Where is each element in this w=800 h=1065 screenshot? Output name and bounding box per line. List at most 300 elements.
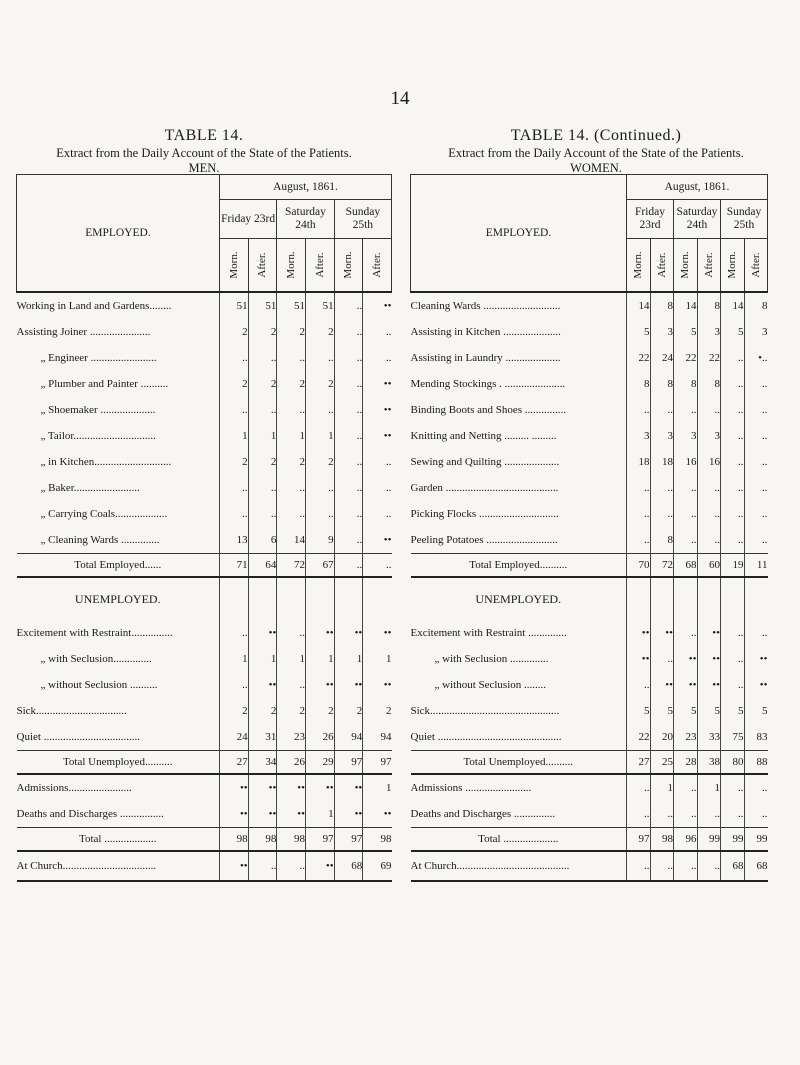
men-unemployed-row-label: „ with Seclusion..............: [40, 653, 152, 665]
women-employed-row-value: 3: [744, 319, 768, 345]
women-grand-total-row-value: 97: [627, 828, 651, 852]
men-unemployed-row-value: ••: [305, 620, 334, 646]
men-unemployed-row: [17, 620, 392, 646]
men-table-subtitle: Extract from the Daily Account of the State of the Patients.: [56, 146, 352, 160]
men-unemployed-row-value: 2: [277, 698, 306, 724]
men-employed-row-value: ..: [277, 475, 306, 501]
women-unemployed-section-cell: [721, 577, 745, 620]
women-session-header: [627, 239, 651, 293]
men-session-label: After.: [371, 252, 384, 278]
men-unemployed-row-label: Quiet ...................................: [16, 731, 140, 743]
women-employed-row-value: ..: [674, 475, 698, 501]
men-unemployed-row-value: 2: [248, 698, 277, 724]
page-number: 14: [390, 88, 410, 109]
men-heading: [16, 128, 392, 176]
women-total-employed-row-label: Total Employed..........: [411, 554, 627, 578]
men-total-employed-row-value: ..: [334, 554, 363, 578]
men-employed-row-value: ..: [220, 397, 249, 423]
men-employed-row: [17, 345, 392, 371]
women-employed-row-label: Knitting and Netting ......... .........: [410, 430, 557, 442]
women-employed-row-value: ..: [744, 371, 768, 397]
men-employed-row-value: ..: [334, 423, 363, 449]
men-table-title: TABLE 14.: [164, 127, 244, 144]
women-day-header: Sunday 25th: [721, 200, 768, 239]
men-session-label: After.: [256, 252, 269, 278]
women-employed-row-value: 8: [650, 292, 674, 319]
women-employed-row-value: 8: [697, 292, 721, 319]
women-employed-row-value: ..: [674, 527, 698, 554]
women-employed-row-value: ..: [721, 449, 745, 475]
men-admissions-row-value: ••: [334, 774, 363, 801]
women-unemployed-row-value: 23: [674, 724, 698, 751]
men-employed-row-value: ..: [334, 501, 363, 527]
men-total-unemployed-row-value: 27: [220, 751, 249, 775]
men-employed-row-value: ..: [363, 475, 392, 501]
men-total-employed-row-value: 71: [220, 554, 249, 578]
men-unemployed-row-value: ••: [305, 672, 334, 698]
women-employed-row-value: ..: [627, 475, 651, 501]
women-unemployed-section-cell: [744, 577, 768, 620]
women-deaths-row-value: ..: [697, 801, 721, 828]
women-total-employed-row-value: 60: [697, 554, 721, 578]
men-employed-row-value: ••: [363, 527, 392, 554]
men-unemployed-section-cell: [277, 577, 306, 620]
men-deaths-row-value: ••: [220, 801, 249, 828]
women-unemployed-row-value: 20: [650, 724, 674, 751]
women-employed-header: EMPLOYED.: [411, 175, 627, 293]
women-grand-total-row-value: 99: [697, 828, 721, 852]
men-session-label: Morn.: [227, 251, 240, 279]
men-employed-row-label: „ Baker........................: [40, 482, 140, 494]
women-day-header: Friday 23rd: [627, 200, 674, 239]
women-session-label: Morn.: [679, 251, 692, 279]
men-employed-row: [17, 501, 392, 527]
men-session-header: [334, 239, 363, 293]
women-employed-row-value: 14: [674, 292, 698, 319]
men-employed-row-label: „ Plumber and Painter ..........: [40, 378, 169, 390]
women-church-row-value: 68: [744, 851, 768, 881]
men-employed-row-value: ..: [248, 397, 277, 423]
men-employed-row-value: 13: [220, 527, 249, 554]
women-admissions-row-value: ..: [721, 774, 745, 801]
women-employed-row-value: 24: [650, 345, 674, 371]
men-employed-row-value: 51: [277, 292, 306, 319]
women-employed-row-value: ..: [721, 423, 745, 449]
men-unemployed-row-value: ••: [363, 620, 392, 646]
men-unemployed-row-value: 26: [305, 724, 334, 751]
women-employed-row-value: 22: [627, 345, 651, 371]
women-employed-row-value: ..: [721, 345, 745, 371]
men-employed-row: [17, 449, 392, 475]
men-deaths-row-value: ••: [363, 801, 392, 828]
women-employed-row-value: 14: [721, 292, 745, 319]
women-deaths-row-value: ..: [627, 801, 651, 828]
women-total-unemployed-row: [411, 751, 768, 775]
men-employed-row-value: 2: [220, 319, 249, 345]
women-employed-row-value: 3: [697, 423, 721, 449]
women-employed-row-label: Binding Boots and Shoes ...............: [410, 404, 567, 416]
men-unemployed-row-value: 2: [334, 698, 363, 724]
women-employed-row: [411, 397, 768, 423]
men-unemployed-row: [17, 672, 392, 698]
men-employed-row-value: ..: [220, 345, 249, 371]
men-day-header: Sunday 25th: [334, 200, 391, 239]
men-session-label: Morn.: [342, 251, 355, 279]
women-grand-total-row-label: Total ....................: [411, 828, 627, 852]
men-grand-total-row-label: Total ...................: [17, 828, 220, 852]
women-total-employed-row-value: 11: [744, 554, 768, 578]
men-unemployed-row-value: 1: [334, 646, 363, 672]
men-church-row-value: ..: [277, 851, 306, 881]
men-day-header: Friday 23rd: [220, 200, 277, 239]
men-session-header: [248, 239, 277, 293]
men-employed-row-label: Working in Land and Gardens........: [17, 292, 220, 319]
men-employed-row: [17, 527, 392, 554]
women-employed-row: [411, 475, 768, 501]
men-unemployed-row-value: 2: [220, 698, 249, 724]
men-unemployed-section-cell: [334, 577, 363, 620]
women-employed-row-value: ..: [627, 501, 651, 527]
men-unemployed-section: [17, 577, 392, 620]
men-total-employed-row-label: Total Employed......: [17, 554, 220, 578]
women-employed-row-value: ..: [721, 397, 745, 423]
women-unemployed-row-value: 5: [697, 698, 721, 724]
women-unemployed-row-value: ..: [744, 620, 768, 646]
women-employed-row-value: 3: [627, 423, 651, 449]
women-unemployed-row-value: ..: [650, 646, 674, 672]
women-unemployed-row-value: 5: [674, 698, 698, 724]
women-admissions-row-label: Admissions ........................: [411, 774, 627, 801]
women-employed-row-label: Assisting in Laundry ....................: [410, 352, 561, 364]
women-unemployed-section-label: UNEMPLOYED.: [411, 577, 627, 620]
women-employed-row-value: ..: [721, 371, 745, 397]
men-admissions-row-value: ••: [248, 774, 277, 801]
men-unemployed-section-cell: [305, 577, 334, 620]
women-unemployed-row-value: ..: [721, 672, 745, 698]
women-table-subtitle: Extract from the Daily Account of the State of the Patients.: [448, 146, 744, 160]
men-employed-row-label: „ Shoemaker ....................: [40, 404, 156, 416]
men-unemployed-section-cell: [248, 577, 277, 620]
men-total-employed-row-value: 64: [248, 554, 277, 578]
men-employed-row-value: 2: [220, 371, 249, 397]
men-unemployed-row-value: 1: [363, 646, 392, 672]
men-employed-row: [17, 371, 392, 397]
men-unemployed-row-label: „ without Seclusion ..........: [40, 679, 158, 691]
men-total-unemployed-row-label: Total Unemployed..........: [17, 751, 220, 775]
women-total-employed-row: [411, 554, 768, 578]
men-unemployed-row-value: 1: [248, 646, 277, 672]
men-total-unemployed-row-value: 34: [248, 751, 277, 775]
men-employed-row: [17, 319, 392, 345]
women-employed-row-value: 22: [674, 345, 698, 371]
men-employed-row-value: 2: [305, 371, 334, 397]
women-employed-row-value: ..: [721, 501, 745, 527]
men-employed-row-value: ..: [277, 501, 306, 527]
men-deaths-row-value: 1: [305, 801, 334, 828]
women-session-label: Morn.: [726, 251, 739, 279]
men-employed-row-value: ••: [363, 423, 392, 449]
women-session-label: After.: [702, 252, 715, 278]
men-unemployed-row-value: 94: [334, 724, 363, 751]
men-unemployed-row-value: 2: [305, 698, 334, 724]
women-admissions-row-value: ..: [744, 774, 768, 801]
men-session-header: [305, 239, 334, 293]
women-session-label: After.: [749, 252, 762, 278]
men-employed-row-value: ..: [334, 527, 363, 554]
men-employed-row-label: „ Tailor..............................: [40, 430, 156, 442]
women-employed-row-value: ..: [650, 397, 674, 423]
women-session-label: Morn.: [632, 251, 645, 279]
men-unemployed-row-value: 1: [220, 646, 249, 672]
women-unemployed-row-value: ..: [721, 620, 745, 646]
women-grand-total-row-value: 96: [674, 828, 698, 852]
women-total-unemployed-row-value: 25: [650, 751, 674, 775]
women-employed-row-value: 18: [650, 449, 674, 475]
women-session-header: [650, 239, 674, 293]
men-employed-row: [17, 397, 392, 423]
men-unemployed-row-label: Sick.................................: [16, 705, 127, 717]
women-church-row-value: ..: [650, 851, 674, 881]
women-employed-row-value: 3: [650, 423, 674, 449]
men-total-unemployed-row: [17, 751, 392, 775]
men-employed-row-value: 51: [305, 292, 334, 319]
men-unemployed-row-value: 1: [277, 646, 306, 672]
men-admissions-row-value: ••: [305, 774, 334, 801]
women-employed-row-value: 22: [697, 345, 721, 371]
men-employed-row-value: ..: [334, 397, 363, 423]
men-employed-row-label: „ in Kitchen............................: [40, 456, 172, 468]
men-employed-row-value: 2: [248, 371, 277, 397]
women-unemployed-row-label: „ without Seclusion ........: [434, 679, 547, 691]
men-employed-row-value: 2: [277, 319, 306, 345]
women-unemployed-row-value: 83: [744, 724, 768, 751]
men-unemployed-row: [17, 698, 392, 724]
women-unemployed-row-value: ••: [674, 672, 698, 698]
men-church-row-value: ..: [248, 851, 277, 881]
men-deaths-row-value: ••: [248, 801, 277, 828]
women-unemployed-row-value: ..: [721, 646, 745, 672]
women-total-employed-row-value: 68: [674, 554, 698, 578]
women-employed-row-value: ..: [721, 475, 745, 501]
women-unemployed-row-label: Quiet .............................................: [410, 731, 562, 743]
women-grand-total-row: [411, 828, 768, 852]
women-unemployed-section-cell: [650, 577, 674, 620]
women-unemployed-row-value: ••: [627, 620, 651, 646]
women-employed-row-value: ..: [650, 475, 674, 501]
women-admissions-row: [411, 774, 768, 801]
men-total-unemployed-row-value: 97: [363, 751, 392, 775]
women-employed-row-value: 3: [697, 319, 721, 345]
men-session-label: Morn.: [285, 251, 298, 279]
women-employed-row-value: 18: [627, 449, 651, 475]
men-employed-row: [17, 423, 392, 449]
women-employed-row-value: 16: [674, 449, 698, 475]
women-church-row-value: ..: [697, 851, 721, 881]
men-employed-row-value: ..: [363, 449, 392, 475]
men-unemployed-section-cell: [363, 577, 392, 620]
men-unemployed-row-value: ••: [248, 672, 277, 698]
women-employed-row-value: ..: [697, 501, 721, 527]
women-employed-row-value: 3: [674, 423, 698, 449]
men-month-header: August, 1861.: [220, 175, 392, 200]
men-employed-row-value: 2: [305, 319, 334, 345]
women-unemployed-row-value: ..: [674, 620, 698, 646]
women-employed-row: [411, 527, 768, 554]
women-employed-row-value: ..: [721, 527, 745, 554]
women-employed-row-value: ..: [627, 527, 651, 554]
women-employed-row: [411, 345, 768, 371]
men-employed-row-value: 51: [220, 292, 249, 319]
women-employed-row: [411, 423, 768, 449]
women-church-row-value: 68: [721, 851, 745, 881]
women-employed-row-value: ..: [697, 397, 721, 423]
men-deaths-row-value: ••: [334, 801, 363, 828]
men-grand-total-row-value: 98: [248, 828, 277, 852]
women-admissions-row-value: ..: [674, 774, 698, 801]
women-deaths-row-value: ..: [721, 801, 745, 828]
women-employed-row-value: 8: [744, 292, 768, 319]
men-employed-row-value: ••: [363, 371, 392, 397]
men-total-employed-row-value: 72: [277, 554, 306, 578]
women-employed-row-value: 8: [674, 371, 698, 397]
women-session-label: After.: [655, 252, 668, 278]
men-unemployed-row-label: Excitement with Restraint...............: [16, 627, 173, 639]
women-employed-row-label: Cleaning Wards ............................: [411, 292, 627, 319]
men-employed-row-value: ..: [363, 345, 392, 371]
women-employed-row-value: ..: [744, 475, 768, 501]
men-unemployed-row: [17, 724, 392, 751]
men-employed-row-value: ..: [334, 475, 363, 501]
women-total-employed-row-value: 19: [721, 554, 745, 578]
women-church-row: [411, 851, 768, 881]
women-employed-row-value: 16: [697, 449, 721, 475]
men-total-unemployed-row-value: 26: [277, 751, 306, 775]
men-unemployed-row-value: ••: [334, 620, 363, 646]
men-employed-row-value: ..: [248, 345, 277, 371]
men-employed-row-value: ..: [305, 501, 334, 527]
men-grand-total-row-value: 97: [305, 828, 334, 852]
men-deaths-row: [17, 801, 392, 828]
men-unemployed-row: [17, 646, 392, 672]
men-employed-row: [17, 475, 392, 501]
women-unemployed-row-value: 22: [627, 724, 651, 751]
women-total-employed-row-value: 70: [627, 554, 651, 578]
men-employed-row-value: ..: [334, 371, 363, 397]
women-unemployed-row-value: ••: [650, 620, 674, 646]
women-unemployed-row: [411, 724, 768, 751]
men-employed-row-value: 2: [305, 449, 334, 475]
women-unemployed-row-value: ••: [744, 646, 768, 672]
women-heading: [408, 128, 784, 176]
men-unemployed-row-value: 23: [277, 724, 306, 751]
women-unemployed-row-value: ••: [627, 646, 651, 672]
men-employed-row-value: ..: [248, 475, 277, 501]
men-employed-row-value: ..: [277, 345, 306, 371]
men-employed-row-value: 9: [305, 527, 334, 554]
women-employed-row-value: ..: [744, 527, 768, 554]
women-unemployed-row-label: Excitement with Restraint ..............: [410, 627, 567, 639]
women-month-header: August, 1861.: [627, 175, 768, 200]
women-employed-row-value: 5: [721, 319, 745, 345]
women-employed-row-value: ..: [650, 501, 674, 527]
men-unemployed-row-value: 31: [248, 724, 277, 751]
women-employed-row-value: ..: [744, 423, 768, 449]
men-church-row-value: 69: [363, 851, 392, 881]
men-unemployed-row-value: ••: [334, 672, 363, 698]
women-admissions-row-value: ..: [627, 774, 651, 801]
women-grand-total-row-value: 99: [721, 828, 745, 852]
men-employed-row-value: ..: [363, 501, 392, 527]
men-employed-row-value: 1: [305, 423, 334, 449]
men-employed-row-value: ..: [277, 397, 306, 423]
women-unemployed-section-cell: [674, 577, 698, 620]
men-employed-row-value: ..: [334, 345, 363, 371]
women-church-row-value: ..: [627, 851, 651, 881]
women-employed-row-value: ..: [744, 501, 768, 527]
women-employed-row: [411, 319, 768, 345]
men-grand-total-row-value: 98: [220, 828, 249, 852]
men-total-employed-row-value: ..: [363, 554, 392, 578]
men-employed-row-value: 1: [277, 423, 306, 449]
men-church-row-value: ••: [305, 851, 334, 881]
men-grand-total-row-value: 97: [334, 828, 363, 852]
men-employed-row-value: ••: [363, 397, 392, 423]
women-church-row-label: At Church.........................................: [411, 851, 627, 881]
men-employed-row-value: ..: [334, 292, 363, 319]
women-employed-row-value: ..: [697, 527, 721, 554]
women-session-header: [744, 239, 768, 293]
men-employed-row-label: „ Engineer ........................: [40, 352, 157, 364]
men-group-label: MEN.: [188, 161, 220, 175]
men-employed-row-value: 2: [248, 319, 277, 345]
women-employed-row: [411, 371, 768, 397]
women-total-unemployed-row-value: 88: [744, 751, 768, 775]
men-unemployed-row-value: 94: [363, 724, 392, 751]
women-unemployed-row-value: ••: [744, 672, 768, 698]
men-admissions-row-value: ••: [277, 774, 306, 801]
men-session-header: [220, 239, 249, 293]
men-unemployed-row-value: 1: [305, 646, 334, 672]
men-panel: [16, 127, 392, 872]
men-unemployed-section-cell: [220, 577, 249, 620]
women-unemployed-row-value: ••: [697, 620, 721, 646]
women-employed-row-label: Mending Stockings . ......................: [410, 378, 566, 390]
men-table-wrap: [16, 174, 392, 882]
women-session-header: [721, 239, 745, 293]
women-day-header: Saturday 24th: [674, 200, 721, 239]
women-unemployed-row-value: 5: [627, 698, 651, 724]
women-unemployed-row: [411, 672, 768, 698]
women-table-wrap: [410, 174, 768, 882]
women-employed-row-value: 3: [650, 319, 674, 345]
men-admissions-row-value: ••: [220, 774, 249, 801]
women-employed-row-value: ..: [627, 397, 651, 423]
women-deaths-row-value: ..: [650, 801, 674, 828]
women-employed-row-value: 8: [650, 527, 674, 554]
men-unemployed-row-value: ..: [220, 672, 249, 698]
men-total-employed-row: [17, 554, 392, 578]
men-employed-row-value: ..: [305, 345, 334, 371]
women-employed-row-value: 8: [697, 371, 721, 397]
women-total-unemployed-row-label: Total Unemployed..........: [411, 751, 627, 775]
women-total-unemployed-row-value: 28: [674, 751, 698, 775]
men-unemployed-row-value: 2: [363, 698, 392, 724]
women-employed-row-value: ..: [674, 501, 698, 527]
men-church-row: [17, 851, 392, 881]
women-panel: [408, 127, 784, 872]
women-deaths-row-label: Deaths and Discharges ...............: [410, 808, 556, 820]
men-session-header: [277, 239, 306, 293]
